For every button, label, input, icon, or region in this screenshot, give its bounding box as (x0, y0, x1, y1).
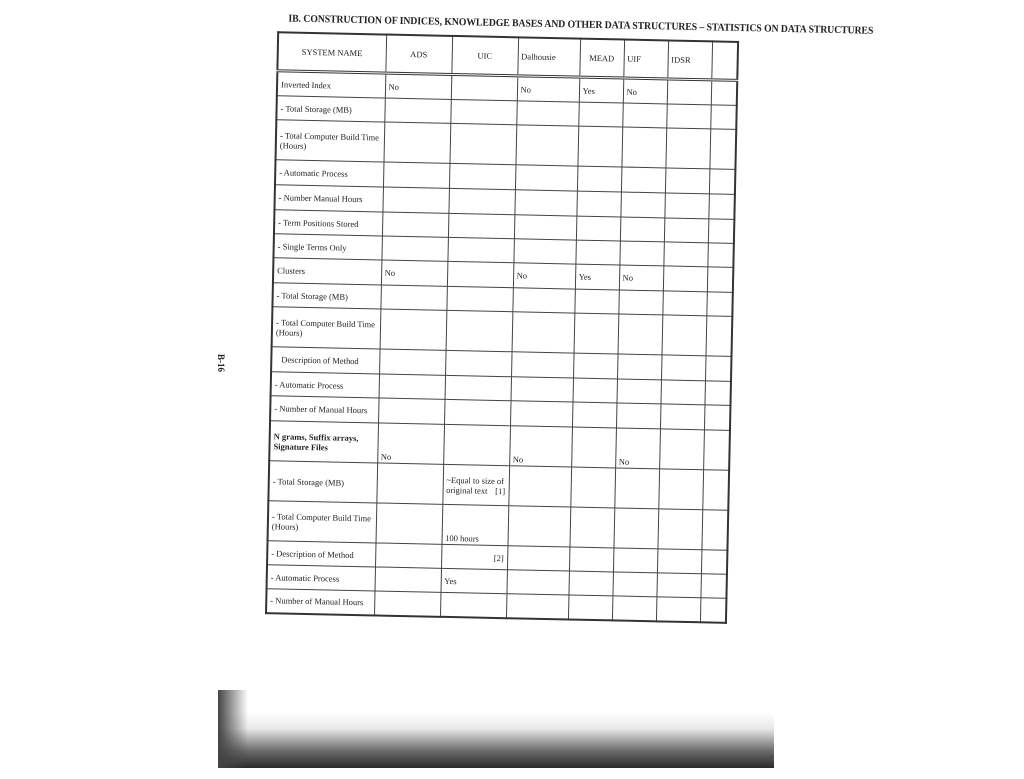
table-cell (451, 74, 518, 100)
table-cell (445, 375, 511, 400)
table-cell (619, 241, 663, 266)
table-cell (378, 398, 445, 424)
table-cell (656, 597, 700, 622)
table-cell: No (509, 426, 572, 467)
table-cell (704, 405, 731, 431)
table-cell (572, 402, 617, 428)
table-cell (383, 162, 450, 188)
table-cell (616, 379, 660, 404)
table-cell (612, 596, 656, 621)
table-cell (616, 403, 661, 429)
table-cell (380, 309, 447, 350)
table-cell (664, 218, 708, 243)
table-cell (375, 543, 441, 568)
table-cell (576, 191, 621, 217)
table-cell (384, 98, 450, 123)
corner-mark: - (770, 752, 773, 761)
row-label: - Total Storage (MB) (276, 96, 384, 122)
table-cell (701, 510, 728, 551)
row-label: - Total Computer Build Time (Hours) (276, 120, 385, 162)
table-cell (446, 286, 512, 311)
table-cell (448, 213, 514, 238)
table-cell (705, 356, 732, 382)
table-cell (573, 353, 618, 379)
table-cell: No (385, 73, 452, 99)
table-cell (515, 165, 578, 191)
row-label: - Total Computer Build Time (Hours) (268, 501, 377, 543)
table-cell (575, 240, 619, 265)
table-cell (657, 509, 702, 550)
table-cell (506, 570, 568, 595)
row-label: - Total Storage (MB) (272, 283, 380, 309)
table-cell (708, 219, 734, 244)
table-cell: Yes (575, 264, 620, 290)
table-cell (706, 316, 733, 357)
table-cell (665, 128, 710, 169)
table-cell (578, 102, 622, 127)
row-label: N grams, Suffix arrays, Signature Files (269, 421, 378, 463)
table-cell (507, 506, 570, 547)
table-cell (659, 429, 704, 470)
table-cell (380, 285, 446, 310)
table-cell (577, 126, 622, 167)
table-cell (570, 467, 615, 508)
table-cell (382, 212, 448, 237)
table-cell (448, 188, 515, 214)
table-cell (514, 190, 577, 216)
row-label: - Number of Manual Hours (266, 589, 374, 615)
table-cell (440, 592, 506, 617)
table-cell (663, 242, 707, 267)
row-label: - Total Computer Build Time (Hours) (272, 307, 381, 349)
table-cell (447, 261, 514, 287)
footnote-ref: [2] (493, 552, 504, 563)
table-cell (618, 314, 663, 355)
statistics-table (265, 31, 739, 623)
table-cell (513, 239, 575, 264)
table-cell (658, 469, 703, 510)
table-cell (379, 374, 445, 399)
column-header: UIF (623, 40, 668, 79)
table-cell (707, 243, 733, 268)
table-cell (666, 104, 710, 129)
table-cell (511, 352, 574, 378)
table-cell (617, 354, 662, 380)
table-cell (660, 380, 704, 405)
table-cell (621, 167, 666, 193)
table-cell (514, 215, 576, 240)
table-cell (516, 101, 578, 126)
row-label: - Total Storage (MB) (268, 461, 377, 503)
row-label: - Automatic Process (275, 160, 383, 187)
table-cell: No (517, 76, 580, 102)
table-cell (376, 463, 443, 504)
table-cell (442, 464, 509, 505)
table-cell (707, 267, 734, 293)
table-cell (445, 350, 512, 376)
row-label: Inverted Index (277, 71, 385, 98)
table-cell (667, 79, 712, 105)
table-cell: No (619, 265, 664, 291)
table-cell (701, 550, 727, 575)
row-label: - Automatic Process (271, 372, 379, 398)
row-label: - Automatic Process (267, 565, 375, 591)
row-label: Clusters (273, 258, 381, 285)
table-cell (446, 310, 513, 351)
table-cell (663, 266, 708, 292)
table-cell (383, 122, 450, 163)
table-cell (441, 544, 507, 569)
table-cell (711, 80, 738, 106)
table-cell: 100 hours (441, 504, 508, 545)
table-cell (568, 595, 612, 620)
row-label: - Number Manual Hours (274, 185, 382, 212)
table-cell: No (615, 428, 660, 469)
row-label: - Number of Manual Hours (270, 396, 378, 423)
table-cell (656, 573, 700, 598)
table-cell (622, 103, 666, 128)
table-cell (574, 313, 619, 354)
table-cell (569, 507, 614, 548)
table-cell (613, 548, 657, 573)
table-cell (577, 166, 622, 192)
table-cell (375, 567, 441, 592)
table-cell (569, 547, 613, 572)
row-label: - Single Terms Only (273, 234, 381, 260)
column-header: MEAD (579, 39, 624, 78)
table-cell (700, 598, 726, 623)
table-cell (508, 466, 571, 507)
column-header: SYSTEM NAME (277, 32, 386, 73)
table-cell (706, 292, 732, 317)
table-cell (702, 470, 729, 511)
column-header: IDSR (667, 40, 712, 79)
row-label: Description of Method (271, 347, 379, 374)
table-cell (449, 163, 516, 189)
table-cell (576, 216, 620, 241)
table-cell (709, 129, 736, 170)
table-cell (376, 503, 443, 544)
table-cell (613, 508, 658, 549)
table-cell (515, 125, 578, 166)
table-cell (620, 217, 664, 242)
table-cell (512, 288, 574, 313)
table-cell (703, 430, 730, 471)
section-heading: IB. CONSTRUCTION OF INDICES, KNOWLEDGE BASES AND OTHER DATA STRUCTURES – STATISTICS ON DATA STRUCTURES (288, 13, 874, 37)
table-cell (709, 169, 736, 195)
table-cell (664, 193, 709, 219)
table-cell (708, 194, 735, 220)
table-cell (618, 290, 662, 315)
table-cell: No (513, 263, 576, 289)
table-cell (657, 549, 701, 574)
table-cell (704, 381, 730, 406)
table-cell (662, 315, 707, 356)
table-cell (510, 401, 573, 427)
table-cell (444, 399, 511, 425)
table-cell (571, 427, 616, 468)
table-cell (379, 349, 446, 375)
column-header: UIC (451, 36, 518, 76)
table-cell (449, 123, 516, 164)
table-cell (614, 468, 659, 509)
table-cell (710, 105, 736, 130)
table-cell (573, 378, 617, 403)
row-label: - Description of Method (267, 541, 375, 567)
column-header (711, 41, 738, 80)
table-cell (511, 377, 573, 402)
table-cell (381, 236, 447, 261)
table-cell (507, 546, 569, 571)
table-cell: Yes (440, 568, 506, 593)
table-cell (382, 187, 449, 213)
table-cell: No (381, 260, 448, 286)
page-number: B-16 (216, 354, 226, 372)
table-cell (450, 99, 516, 124)
table-cell (661, 355, 706, 381)
table-cell: Yes (579, 77, 624, 103)
table-cell (506, 594, 568, 619)
note-text: ~Equal to size of original text (446, 474, 505, 496)
table-cell (662, 291, 706, 316)
column-header: Dalhousie (517, 37, 580, 77)
table-cell (568, 571, 612, 596)
column-header: ADS (385, 35, 452, 75)
table-cell (374, 591, 440, 616)
table-cell (512, 312, 575, 353)
table-cell (660, 404, 705, 430)
table-cell (574, 289, 618, 314)
table-cell (665, 168, 710, 194)
table-cell (620, 192, 665, 218)
table-cell: No (377, 423, 444, 464)
footnote-ref: [1] (495, 485, 506, 496)
table-cell (443, 424, 510, 465)
table-cell (621, 127, 666, 168)
table-cell (612, 572, 656, 597)
table-cell (700, 574, 726, 599)
table-cell (447, 237, 513, 262)
row-label: - Term Positions Stored (274, 210, 382, 236)
table-cell: No (623, 78, 668, 104)
